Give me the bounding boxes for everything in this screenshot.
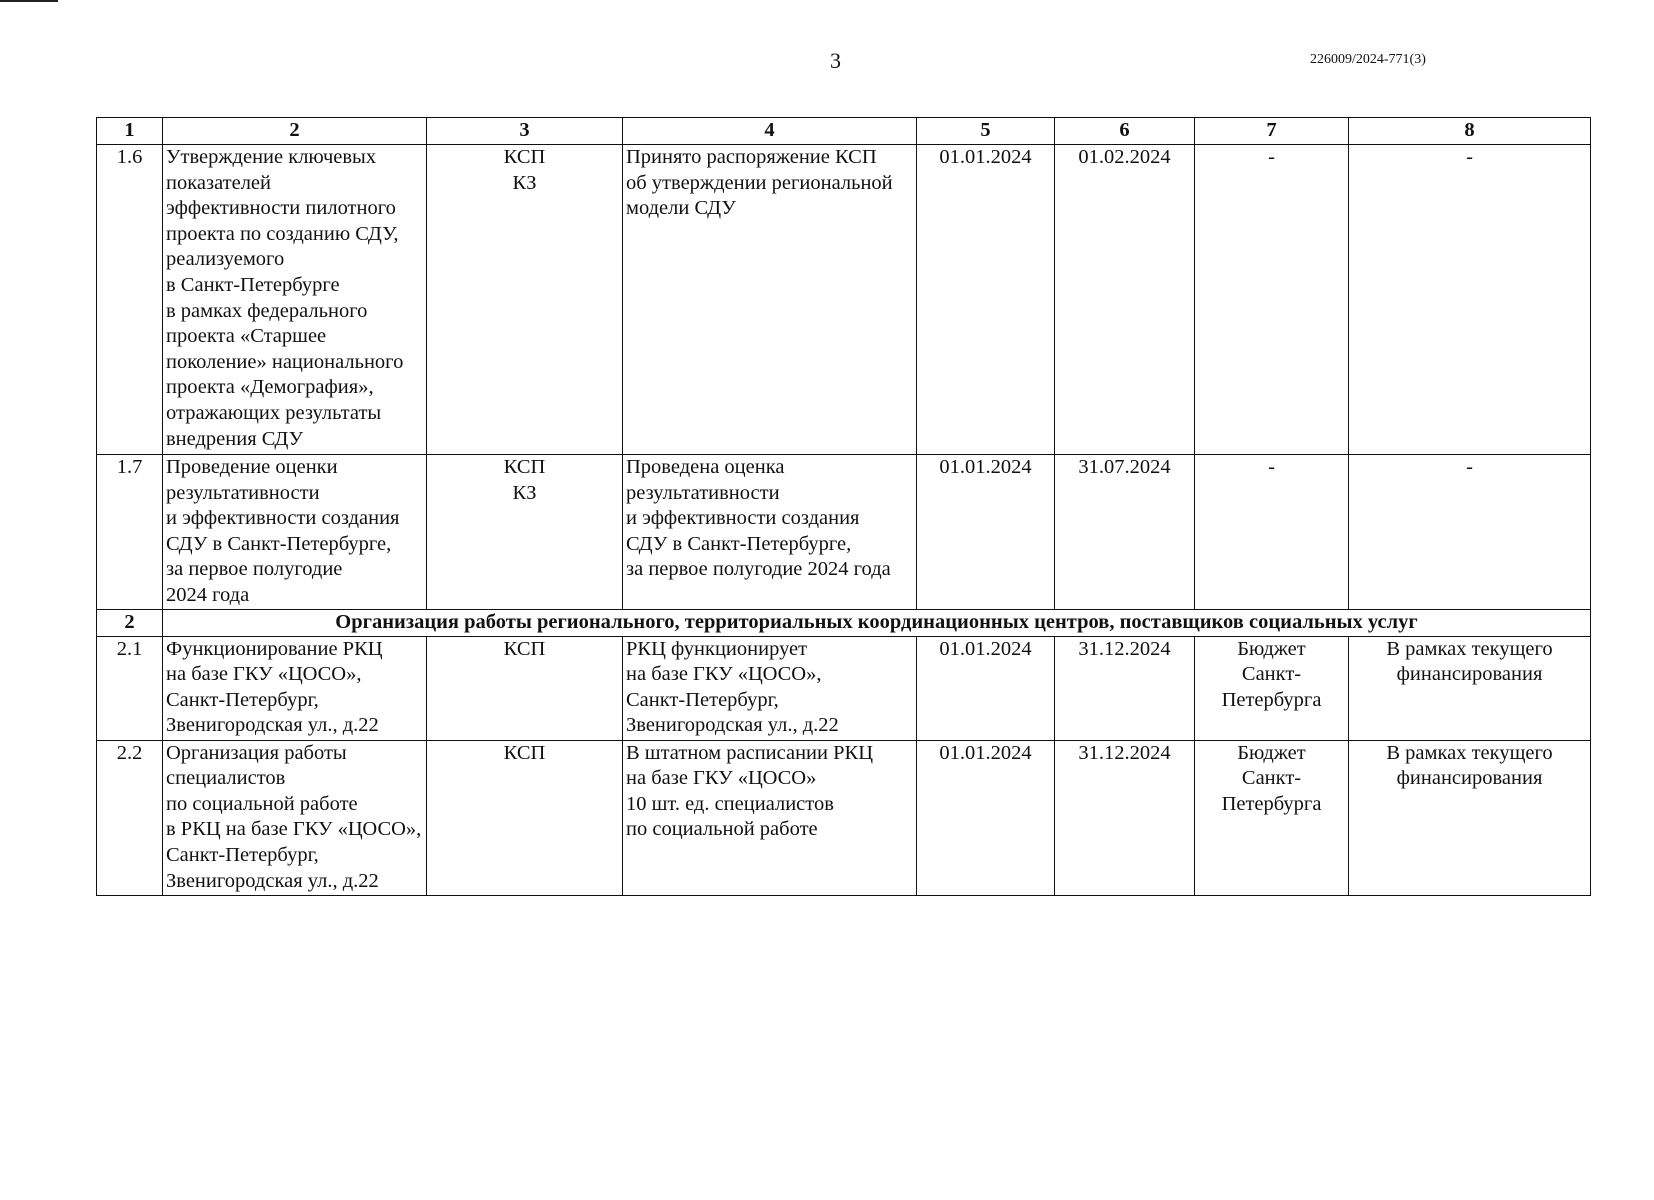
executor-cell: КСП КЗ: [427, 455, 623, 610]
section-row: [97, 610, 1591, 637]
event-cell: Проведение оценки результативности и эффективности создания СДУ в Санкт-Петербурге, за первое полугодие 2024 года: [163, 455, 427, 610]
row-number: 1.6: [97, 145, 163, 455]
funding-source-cell: -: [1195, 455, 1349, 610]
funding-amount-cell: -: [1349, 455, 1591, 610]
result-cell: Проведена оценка результативности и эффективности создания СДУ в Санкт-Петербурге, за первое полугодие 2024 года: [623, 455, 917, 610]
start-date-cell: 01.01.2024: [917, 145, 1055, 455]
scan-edge-mark: [0, 0, 58, 2]
column-header: 3: [427, 118, 623, 145]
page-number: 3: [830, 48, 841, 73]
executor-cell: КСП: [427, 740, 623, 895]
column-header: 8: [1349, 118, 1591, 145]
table-header-row: [97, 118, 1591, 145]
event-cell: Организация работы специалистов по социальной работе в РКЦ на базе ГКУ «ЦОСО», Санкт-Петербург, Звенигородская ул., д.22: [163, 740, 427, 895]
column-header: 5: [917, 118, 1055, 145]
table-row: [97, 636, 1591, 740]
row-number: 1.7: [97, 455, 163, 610]
end-date-cell: 01.02.2024: [1055, 145, 1195, 455]
funding-amount-cell: -: [1349, 145, 1591, 455]
result-cell: РКЦ функционирует на базе ГКУ «ЦОСО», Санкт-Петербург, Звенигородская ул., д.22: [623, 636, 917, 740]
document-code: 226009/2024-771(3): [1310, 52, 1426, 67]
end-date-cell: 31.07.2024: [1055, 455, 1195, 610]
executor-cell: КСП: [427, 636, 623, 740]
column-header: 4: [623, 118, 917, 145]
funding-source-cell: -: [1195, 145, 1349, 455]
result-cell: В штатном расписании РКЦ на базе ГКУ «ЦОСО» 10 шт. ед. специалистов по социальной работе: [623, 740, 917, 895]
table-row: [97, 145, 1591, 455]
start-date-cell: 01.01.2024: [917, 636, 1055, 740]
column-header: 6: [1055, 118, 1195, 145]
column-header: 2: [163, 118, 427, 145]
end-date-cell: 31.12.2024: [1055, 740, 1195, 895]
funding-amount-cell: В рамках текущего финансирования: [1349, 636, 1591, 740]
column-header: 1: [97, 118, 163, 145]
event-cell: Функционирование РКЦ на базе ГКУ «ЦОСО», Санкт-Петербург, Звенигородская ул., д.22: [163, 636, 427, 740]
start-date-cell: 01.01.2024: [917, 455, 1055, 610]
row-number: 2.1: [97, 636, 163, 740]
row-number: 2.2: [97, 740, 163, 895]
funding-source-cell: Бюджет Санкт- Петербурга: [1195, 636, 1349, 740]
column-header: 7: [1195, 118, 1349, 145]
event-cell: Утверждение ключевых показателей эффективности пилотного проекта по созданию СДУ, реализуемого в Санкт-Петербурге в рамках федерального проекта «Старшее поколение» национального проекта «Демография», отражающих результаты внедрения СДУ: [163, 145, 427, 455]
table-row: [97, 740, 1591, 895]
section-title: Организация работы регионального, территориальных координационных центров, поставщиков социальных услуг: [163, 610, 1591, 637]
result-cell: Принято распоряжение КСП об утверждении региональной модели СДУ: [623, 145, 917, 455]
section-number: 2: [97, 610, 163, 637]
funding-amount-cell: В рамках текущего финансирования: [1349, 740, 1591, 895]
plan-table: [96, 117, 1591, 896]
executor-cell: КСП КЗ: [427, 145, 623, 455]
end-date-cell: 31.12.2024: [1055, 636, 1195, 740]
funding-source-cell: Бюджет Санкт- Петербурга: [1195, 740, 1349, 895]
start-date-cell: 01.01.2024: [917, 740, 1055, 895]
table-row: [97, 455, 1591, 610]
